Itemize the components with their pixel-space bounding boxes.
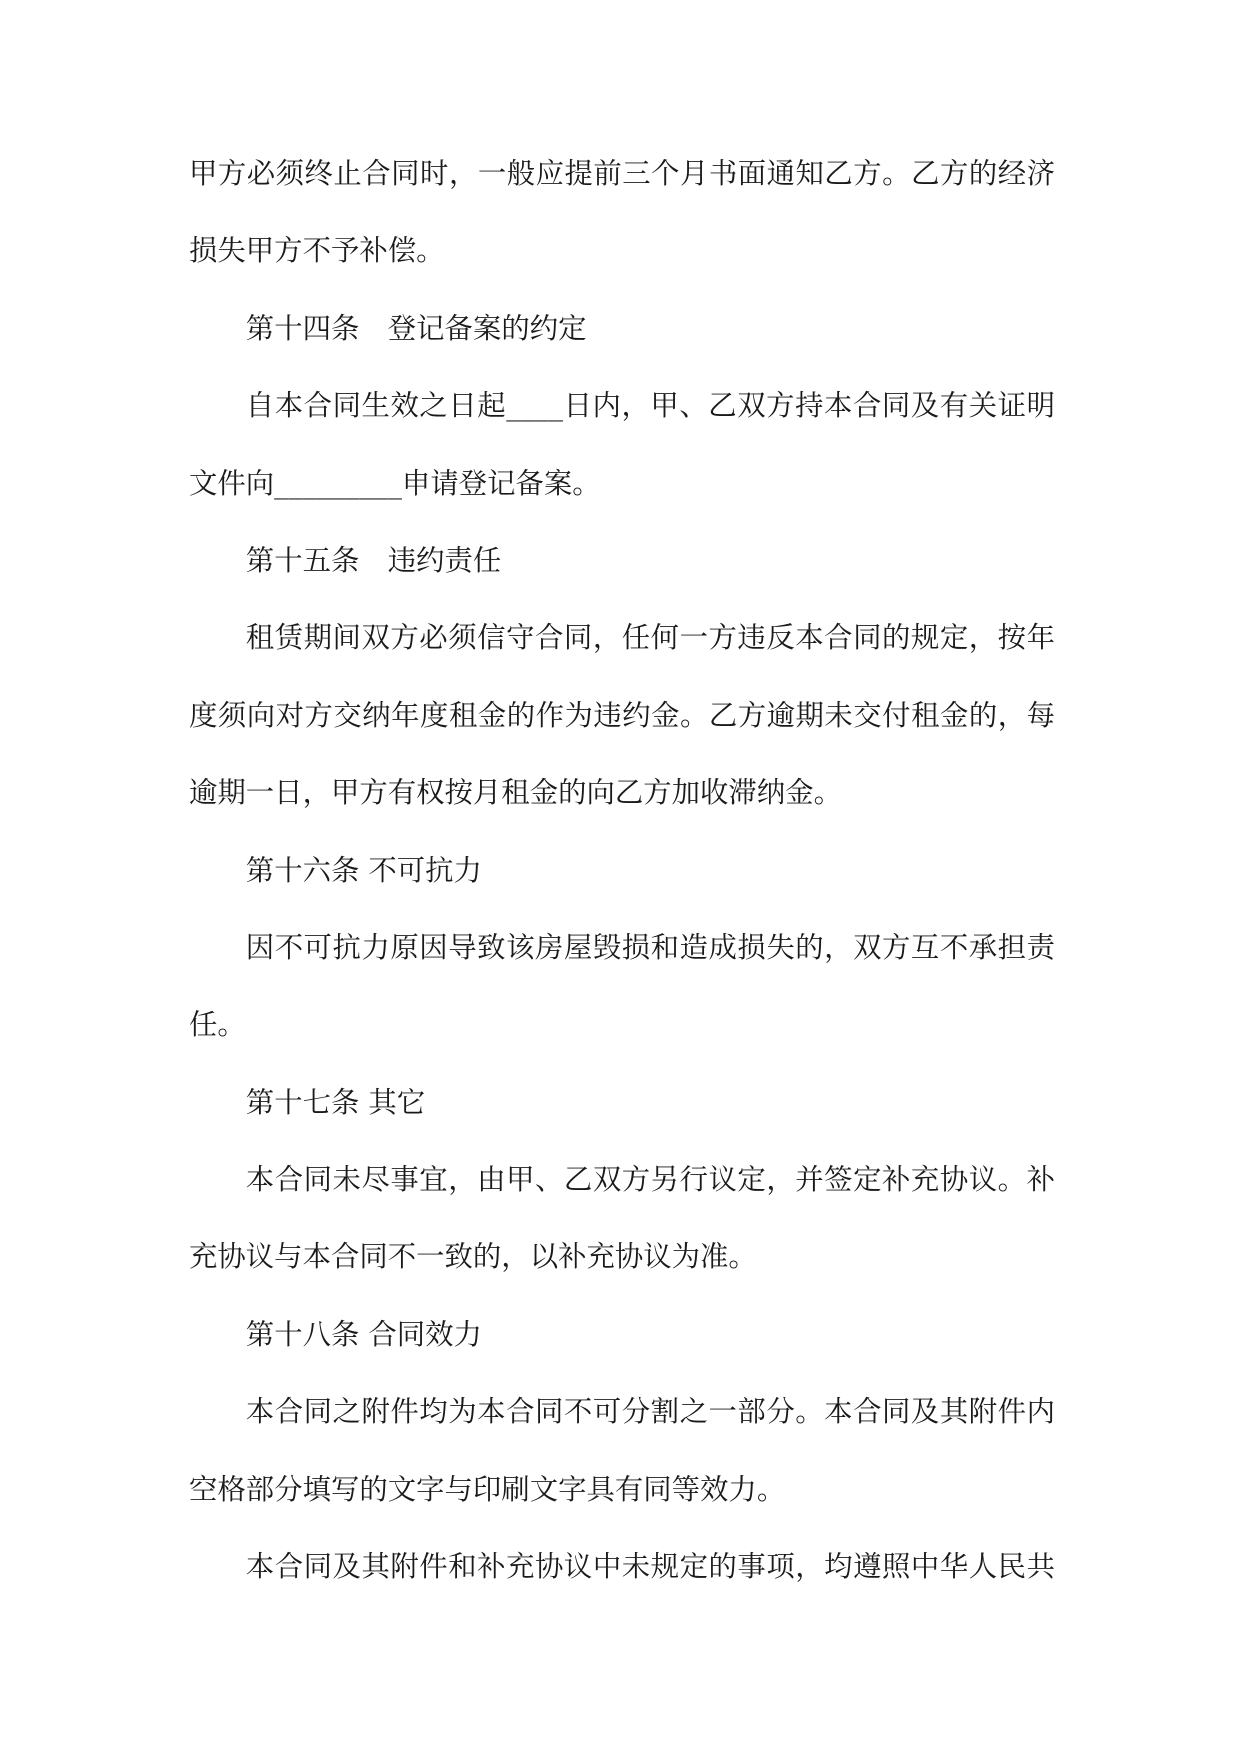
article-heading: 第十七条 其它 [245,1085,426,1119]
paragraph-line: 本合同未尽事宜，由甲、乙双方另行议定，并签定补充协议。补 [245,1163,1055,1197]
article-heading: 第十六条 不可抗力 [245,853,482,887]
paragraph-line: 充协议与本合同不一致的，以补充协议为准。 [189,1240,757,1274]
article-heading: 第十五条 违约责任 [245,543,502,577]
paragraph-line: 度须向对方交纳年度租金的作为违约金。乙方逾期未交付租金的，每 [189,698,1055,732]
paragraph-line: 租赁期间双方必须信守合同，任何一方违反本合同的规定，按年 [245,621,1055,655]
paragraph-line: 本合同及其附件和补充协议中未规定的事项，均遵照中华人民共 [245,1550,1055,1584]
article-heading: 第十八条 合同效力 [245,1317,482,1351]
paragraph-line: 自本合同生效之日起____日内，甲、乙双方持本合同及有关证明 [245,389,1055,423]
paragraph-line: 因不可抗力原因导致该房屋毁损和造成损失的，双方互不承担责 [245,930,1055,964]
paragraph-line: 甲方必须终止合同时，一般应提前三个月书面通知乙方。乙方的经济 [189,157,1055,190]
document-page [189,135,1055,1605]
paragraph-line: 损失甲方不予补偿。 [189,234,445,268]
paragraph-line: 文件向_________申请登记备案。 [189,466,601,500]
paragraph-line: 本合同之附件均为本合同不可分割之一部分。本合同及其附件内 [245,1395,1055,1429]
article-heading: 第十四条 登记备案的约定 [245,311,587,345]
paragraph-line: 空格部分填写的文字与印刷文字具有同等效力。 [189,1472,786,1506]
paragraph-line: 逾期一日，甲方有权按月租金的向乙方加收滞纳金。 [189,776,842,810]
paragraph-line: 任。 [189,1008,246,1042]
